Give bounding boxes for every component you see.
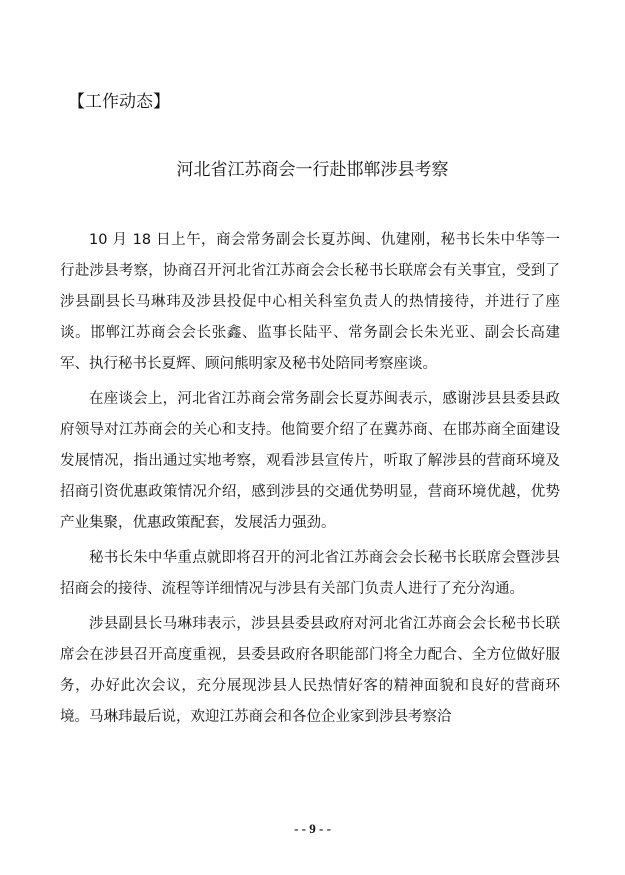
page-number: - - 9 - - [294, 821, 331, 836]
article-title: 河北省江苏商会一行赴邯郸涉县考察 [176, 160, 449, 180]
body-paragraph: 10 月 18 日上午，商会常务副会长夏苏闽、仇建刚，秘书长朱中华等一行赴涉县考察，协商召开河北省江苏商会会长秘书长联席会有关事宜，受到了涉县副县长马琳玮及涉县投促中心相关科室负责人的热情接待，并进行了座谈。邯郸江苏商会会长张鑫、监事长陆平、常务副会长朱光亚、副会长高建军、执行秘书长夏辉、顾问熊明家及秘书处陪同考察座谈。 [60, 232, 560, 372]
body-paragraph: 秘书长朱中华重点就即将召开的河北省江苏商会会长秘书长联席会暨涉县招商会的接待、流程等详细情况与涉县有关部门负责人进行了充分沟通。 [60, 550, 560, 597]
body-paragraph: 在座谈会上，河北省江苏商会常务副会长夏苏闽表示，感谢涉县县委县政府领导对江苏商会的关心和支持。他简要介绍了在冀苏商、在邯苏商全面建设发展情况，指出通过实地考察，观看涉县宣传片，听取了解涉县的营商环境及招商引资优惠政策情况介绍，感到涉县的交通优势明显，营商环境优越，优势产业集聚，优惠政策配套，发展活力强劲。 [60, 391, 560, 531]
article-body [60, 225, 560, 737]
section-tag: 【工作动态】 [68, 92, 170, 112]
body-paragraph: 涉县副县长马琳玮表示，涉县县委县政府对河北省江苏商会会长秘书长联席会在涉县召开高度重视，县委县政府各职能部门将全力配合、全方位做好服务，办好此次会议，充分展现涉县人民热情好客的精神面貌和良好的营商环境。马琳玮最后说，欢迎江苏商会和各位企业家到涉县考察洽 [60, 616, 560, 725]
